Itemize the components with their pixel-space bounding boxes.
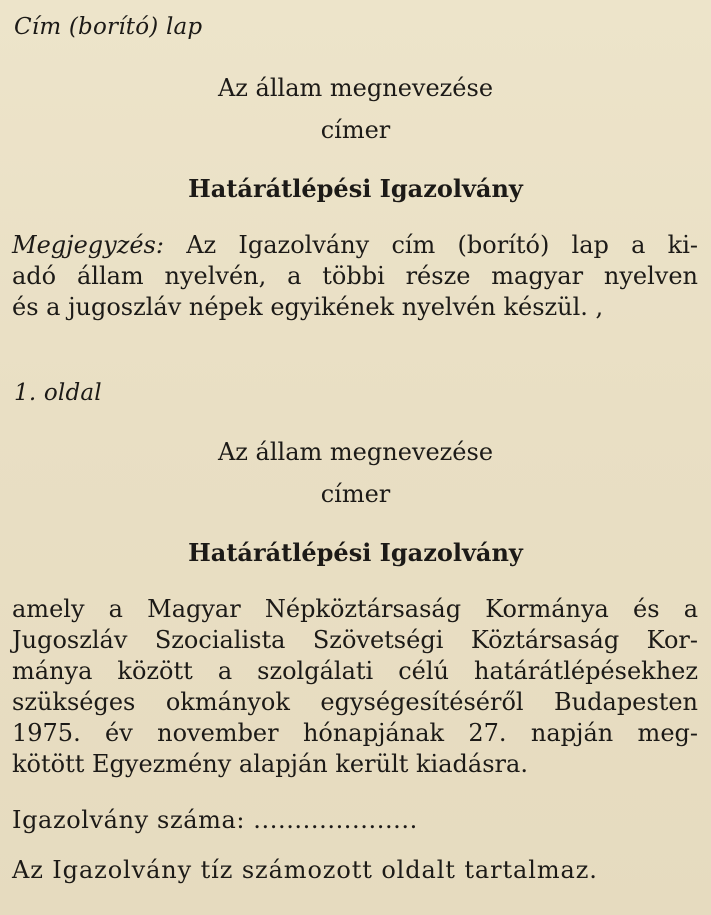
page1-state-name: Az állam megnevezése (217, 438, 494, 466)
page1-section-label: 1. oldal (14, 380, 102, 406)
cover-note-line-2: adó állam nyelvén, a többi része magyar nyelven (12, 262, 698, 290)
cover-note-label: Megjegyzés: (12, 231, 164, 259)
page1-title: Határátlépési Igazolvány (188, 538, 523, 567)
pages-count-line: Az Igazolvány tíz számozott oldalt tartalmaz. (12, 856, 598, 884)
cover-note-line-1 (12, 230, 698, 261)
cover-state-name: Az állam megnevezése (217, 74, 494, 102)
page1-body-line-6: kötött Egyezmény alapján került kiadásra. (12, 750, 528, 778)
page1-body-line-4: szükséges okmányok egységesítéséről Budapesten (12, 688, 698, 716)
page1-body (12, 594, 698, 780)
id-number-line: Igazolvány száma: .................... (12, 806, 418, 834)
cover-section-label: Cím (borító) lap (14, 14, 203, 40)
page1-emblem-label: címer (320, 480, 391, 508)
page1-body-line-5: 1975. év november hónapjának 27. napján meg- (12, 719, 698, 747)
page1-body-line-3: mánya között a szolgálati célú határátlépésekhez (12, 657, 698, 685)
cover-note-line-3: és a jugoszláv népek egyikének nyelvén készül. , (12, 293, 604, 321)
page1-body-line-1: amely a Magyar Népköztársaság Kormánya és a (12, 595, 698, 623)
cover-emblem-label: címer (320, 116, 391, 144)
page1-body-line-2: Jugoszláv Szocialista Szövetségi Köztársaság Kor- (12, 626, 698, 654)
cover-title: Határátlépési Igazolvány (188, 174, 523, 203)
cover-note (12, 230, 698, 323)
cover-note-text-1: Az Igazolvány cím (borító) lap a ki- (186, 231, 698, 259)
